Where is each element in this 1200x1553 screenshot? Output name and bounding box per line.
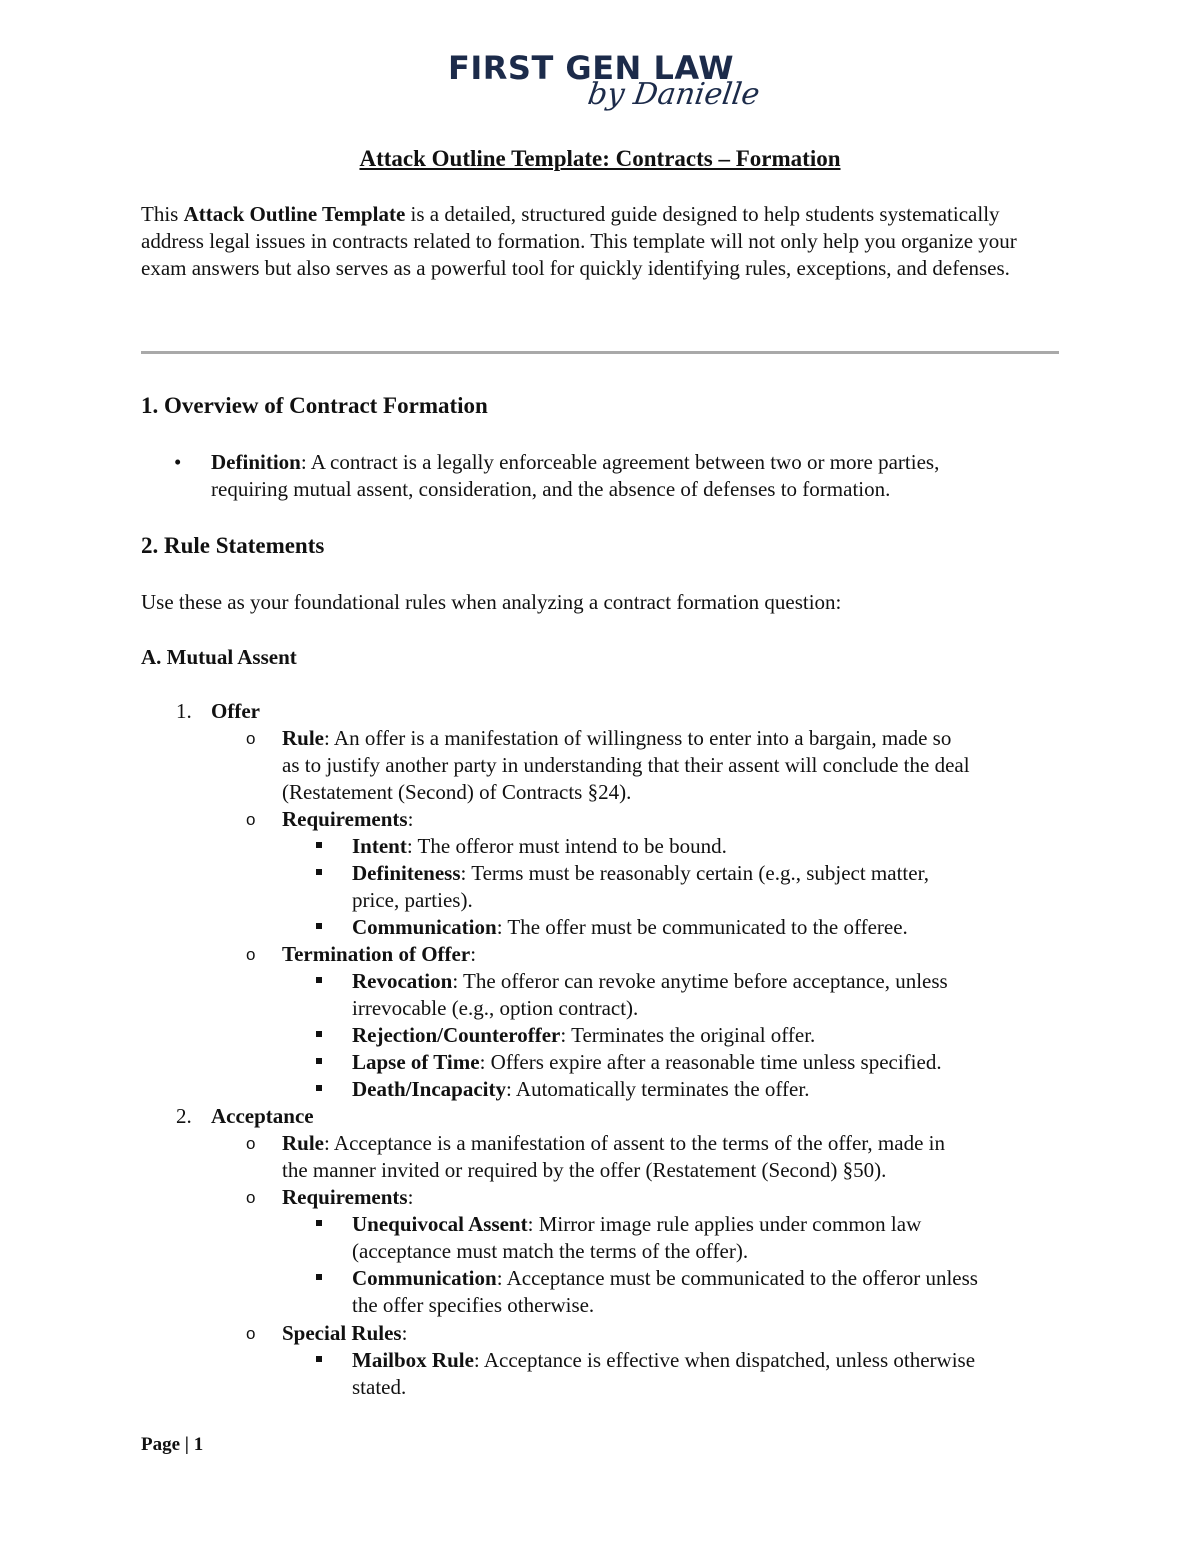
square-bullet: [316, 842, 322, 848]
requirement-label: Intent: [352, 834, 407, 858]
colon: :: [470, 942, 477, 966]
termination-heading: [282, 941, 476, 968]
sub-bullet-marker: o: [246, 729, 256, 748]
acceptance-communication-line-2: the offer specifies otherwise.: [352, 1293, 595, 1317]
sub-bullet-marker: o: [246, 1134, 256, 1153]
square-bullet: [316, 1356, 322, 1362]
offer-requirements-label: Requirements: [282, 807, 408, 831]
square-bullet: [316, 1058, 322, 1064]
requirement-text: : The offeror must intend to be bound.: [406, 834, 727, 858]
definition-line-1: [211, 449, 939, 476]
requirement-definiteness-line-2: price, parties).: [352, 888, 473, 912]
termination-item-text: : Offers expire after a reasonable time unless specified.: [479, 1050, 942, 1074]
offer-rule-label: Rule: [282, 726, 324, 750]
termination-death: [352, 1076, 809, 1103]
acceptance-requirements-label: Requirements: [282, 1185, 408, 1209]
acceptance-rule-label: Rule: [282, 1131, 324, 1155]
offer-requirements-heading: [282, 806, 413, 833]
document-title: Attack Outline Template: Contracts – Formation: [359, 146, 841, 171]
square-bullet: [316, 923, 322, 929]
square-bullet: [316, 1085, 322, 1091]
offer-heading: Offer: [211, 699, 260, 723]
rules-intro: Use these as your foundational rules when analyzing a contract formation question:: [141, 590, 842, 614]
offer-rule-line-1: [282, 725, 951, 752]
intro-text-post: is a detailed, structured guide designed to help students systematically address legal issues in contracts related to formation. This template will not only help you organize your exam answers but also serves as a powerful tool for quickly identifying rules, exceptions, and defenses.: [141, 202, 1017, 280]
termination-revocation: [352, 968, 948, 995]
special-rule-text: : Acceptance is effective when dispatched, unless otherwise: [473, 1348, 976, 1372]
acceptance-unequivocal: [352, 1211, 921, 1238]
termination-item-label: Revocation: [352, 969, 453, 993]
intro-text-pre: This: [141, 202, 184, 226]
termination-revocation-line-2: irrevocable (e.g., option contract).: [352, 996, 639, 1020]
offer-rule-line-2: as to justify another party in understanding that their assent will conclude the deal: [282, 753, 970, 777]
special-mailbox-rule-line-2: stated.: [352, 1375, 407, 1399]
requirement-text: : Mirror image rule applies under common law: [527, 1212, 922, 1236]
logo-script: by Danielle: [585, 77, 762, 112]
requirement-intent: [352, 833, 727, 860]
section-divider: [141, 351, 1059, 354]
definition-text: : A contract is a legally enforceable agreement between two or more parties,: [300, 450, 940, 474]
square-bullet: [316, 1220, 322, 1226]
acceptance-communication: [352, 1265, 978, 1292]
requirement-label: Communication: [352, 915, 497, 939]
acceptance-requirements-heading: [282, 1184, 413, 1211]
sub-bullet-marker: o: [246, 1188, 256, 1207]
offer-rule-line-3: (Restatement (Second) of Contracts §24).: [282, 780, 632, 804]
termination-label: Termination of Offer: [282, 942, 471, 966]
acceptance-rule-line-1: [282, 1130, 945, 1157]
requirement-label: Unequivocal Assent: [352, 1212, 528, 1236]
colon: :: [407, 807, 414, 831]
termination-item-label: Rejection/Counteroffer: [352, 1023, 561, 1047]
requirement-label: Definiteness: [352, 861, 461, 885]
sub-bullet-marker: o: [246, 945, 256, 964]
definition-line-2: requiring mutual assent, consideration, and the absence of defenses to formation.: [211, 477, 891, 501]
acceptance-rule-text: : Acceptance is a manifestation of assent to the terms of the offer, made in: [324, 1131, 945, 1155]
square-bullet: [316, 869, 322, 875]
requirement-communication: [352, 914, 908, 941]
special-rule-label: Mailbox Rule: [352, 1348, 474, 1372]
termination-item-label: Death/Incapacity: [352, 1077, 506, 1101]
special-mailbox-rule: [352, 1347, 975, 1374]
offer-rule-text: : An offer is a manifestation of willingness to enter into a bargain, made so: [324, 726, 952, 750]
special-rules-heading: [282, 1320, 407, 1347]
requirement-text: : Acceptance must be communicated to the offeror unless: [496, 1266, 978, 1290]
square-bullet: [316, 1274, 322, 1280]
acceptance-rule-line-2: the manner invited or required by the offer (Restatement (Second) §50).: [282, 1158, 887, 1182]
square-bullet: [316, 1031, 322, 1037]
termination-item-text: : Terminates the original offer.: [560, 1023, 816, 1047]
requirement-label: Communication: [352, 1266, 497, 1290]
list-number: 2.: [176, 1104, 192, 1128]
termination-item-text: : The offeror can revoke anytime before acceptance, unless: [452, 969, 948, 993]
requirement-text: : The offer must be communicated to the offeree.: [496, 915, 908, 939]
intro-paragraph: [141, 201, 1061, 282]
list-number: 1.: [176, 699, 192, 723]
logo: [448, 49, 762, 114]
bullet-marker: •: [174, 450, 182, 474]
acceptance-unequivocal-line-2: (acceptance must match the terms of the offer).: [352, 1239, 749, 1263]
termination-rejection: [352, 1022, 815, 1049]
page-number: Page | 1: [141, 1434, 204, 1455]
intro-bold-term: Attack Outline Template: [183, 202, 406, 226]
colon: :: [401, 1321, 408, 1345]
requirement-text: : Terms must be reasonably certain (e.g., subject matter,: [460, 861, 929, 885]
logo-wordmark: FIRST GEN LAW: [448, 49, 734, 87]
colon: :: [407, 1185, 414, 1209]
sub-bullet-marker: o: [246, 1324, 256, 1343]
termination-item-text: : Automatically terminates the offer.: [506, 1077, 810, 1101]
section-heading-rules: 2. Rule Statements: [141, 533, 325, 558]
definition-label: Definition: [211, 450, 301, 474]
special-rules-label: Special Rules: [282, 1321, 402, 1345]
sub-bullet-marker: o: [246, 810, 256, 829]
subheading-mutual-assent: A. Mutual Assent: [141, 645, 297, 669]
acceptance-heading: Acceptance: [211, 1104, 314, 1128]
section-heading-overview: 1. Overview of Contract Formation: [141, 393, 488, 418]
requirement-definiteness: [352, 860, 929, 887]
square-bullet: [316, 977, 322, 983]
termination-item-label: Lapse of Time: [352, 1050, 480, 1074]
termination-lapse: [352, 1049, 942, 1076]
